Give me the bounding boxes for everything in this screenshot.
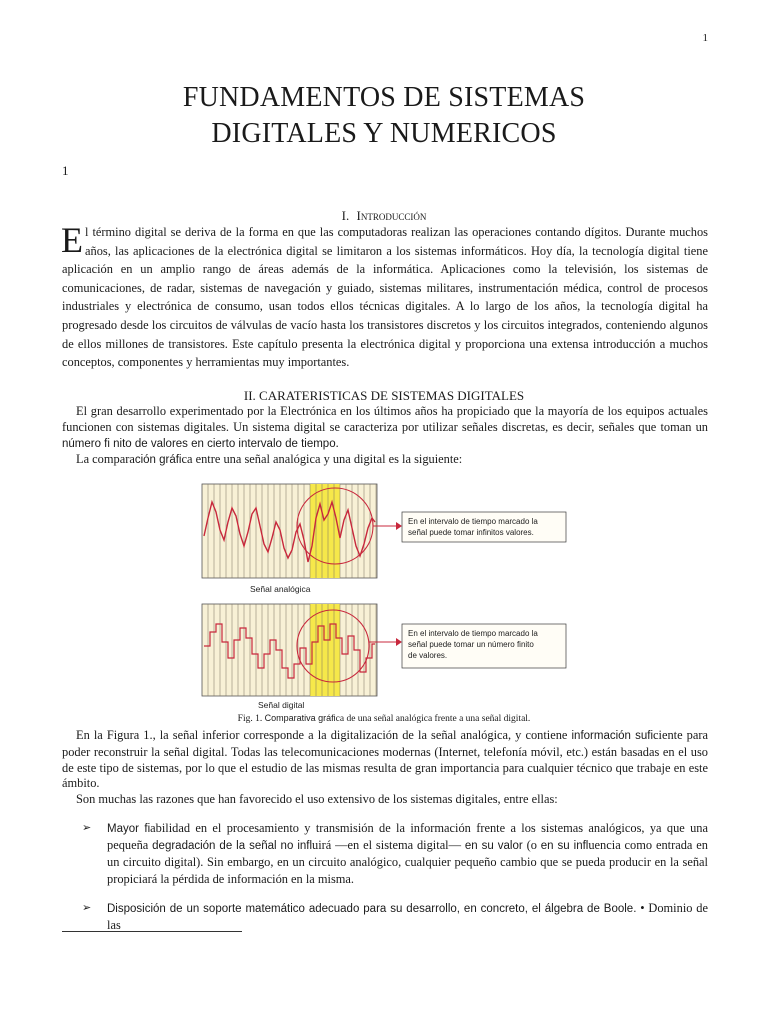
analog-panel-background	[202, 484, 377, 578]
paragraph-desarrollo	[62, 404, 708, 452]
text-span: (o	[522, 838, 541, 853]
intro-paragraph	[61, 220, 708, 372]
bullet-item	[82, 820, 708, 887]
paragraph-razones: Son muchas las razones que han favorecido el uso extensivo de los sistemas digitales, entre ellas:	[76, 792, 558, 806]
digital-note-line-3: de valores.	[408, 651, 448, 660]
title-line-2: DIGITALES Y NUMERICOS	[211, 118, 557, 149]
text-span-sans: Disposición de un soporte matemático adecuado para su desarrollo, en concreto, el álgebra de Boole.	[107, 903, 637, 915]
text-span: • Dominio de las	[107, 901, 708, 933]
section-numeral: I.	[341, 208, 350, 223]
analog-note-line-1: En el intervalo de tiempo marcado la	[408, 517, 538, 526]
text-span: ca entre una señal analógica y una digital es la siguiente:	[181, 452, 463, 466]
paragraph-figura	[62, 728, 708, 792]
footnote-marker: 1	[62, 163, 69, 178]
section-heading-introduccion	[0, 208, 768, 224]
section-heading-caracteristicas: II. CARATERISTICAS DE SISTEMAS DIGITALES	[243, 388, 525, 403]
caption-text: ca de una señal analógica frente a una señal digital.	[335, 714, 531, 724]
bullet-item	[82, 900, 708, 933]
title-line-1: FUNDAMENTOS DE SISTEMAS	[182, 82, 586, 113]
text-span-sans: información sufi	[571, 730, 654, 742]
text-span-sans: en su valor	[464, 840, 523, 853]
text-span: uirá —en el sistema digital—	[312, 838, 465, 853]
text-span-sans: degradación de la señal no infl	[152, 840, 313, 853]
document-title	[0, 80, 768, 152]
digital-label: Señal digital	[258, 700, 305, 710]
paragraph-comparacion	[62, 452, 708, 469]
digital-panel	[202, 604, 566, 710]
text-span: En la Figura 1., la señal inferior corresponde a la digitalización de la señal analógica, y contiene	[76, 728, 572, 742]
figure-caption	[0, 713, 768, 724]
drop-cap: E	[61, 220, 83, 260]
caption-prefix: Fig. 1.	[237, 714, 265, 724]
footnote-rule	[62, 931, 242, 932]
digital-note-line-1: En el intervalo de tiempo marcado la	[408, 629, 538, 638]
caption-sans-span: Comparativa gráfi	[264, 713, 336, 723]
text-span: .	[335, 435, 339, 450]
text-span: El gran desarrollo experimentado por la Electrónica en los últimos años ha propiciado que la mayoría de los equipos actuales funcionen con sistemas digitales. Un sistema digital se caracteriza por utilizar señales discretas, es decir, señales que toman un	[62, 404, 708, 434]
text-span-sans: en su infl	[540, 840, 589, 853]
analog-arrow-head	[396, 522, 402, 530]
bullet-text	[82, 820, 708, 887]
signal-comparison-figure	[196, 474, 596, 714]
page-number: 1	[702, 32, 708, 44]
text-span: La compara	[76, 452, 135, 466]
text-span: ciente para poder reconstruir la señal digital. Todas las telecomunicaciones modernas (Internet, telefonía móvil, etc.) están basadas en el uso de este tipo de sistemas, por lo que el estudio de las mismas resulta de gran importancia para cualquier técnico que trabaje en este ámbito.	[62, 728, 708, 791]
arrow-bullet-icon: ➢	[82, 902, 92, 914]
bullet-text	[82, 900, 708, 933]
text-span-sans: ción gráfi	[134, 454, 182, 466]
arrow-bullet-icon: ➢	[82, 822, 92, 834]
analog-note-line-2: señal puede tomar infinitos valores.	[408, 528, 534, 537]
text-span: abilidad en el procesamiento y transmisión de la información frente a los sistemas analógicos, ya que una pequeña	[107, 821, 708, 853]
digital-note-line-2: señal puede tomar un número finito	[408, 640, 534, 649]
intro-text: l término digital se deriva de la forma en que las computadoras realizan las operaciones contando dígitos. Durante muchos años, las aplicaciones de la electrónica digital se limitaron a los sistemas informáticos. Hoy día, la tecnología digital tiene aplicación en un amplio rango de áreas además de la informática. Aplicaciones como la televisión, los sistemas de comunicaciones, de radar, sistemas de navegación y guiado, sistemas militares, instrumentación médica, control de procesos industriales y electrónica de consumo, usan todos ellos técnicas digitales. A lo largo de los años, la tecnología digital ha progresado desde los circuitos de válvulas de vacío hasta los transistores discretos y los circuitos integrados, conteniendo algunos de ellos millones de transistores. Este capítulo presenta la electrónica digital y proporciona una extensa introducción a muchos conceptos, componentes y herramientas muy importantes.	[62, 225, 708, 370]
analog-panel	[202, 484, 566, 594]
section-title: Introducción	[356, 208, 427, 223]
text-span-sans: Mayor fi	[107, 823, 151, 835]
text-span-sans: número fi nito de valores en cierto intervalo de tiempo	[62, 437, 336, 450]
text-span: uencia como entrada en un circuito digital). Sin embargo, en un circuito analógico, cualquier pequeño cambio que se pueda producir en la señal propiciará la pérdida de información en la misma.	[107, 838, 708, 886]
digital-arrow-head	[396, 638, 402, 646]
analog-label: Señal analógica	[250, 584, 311, 594]
